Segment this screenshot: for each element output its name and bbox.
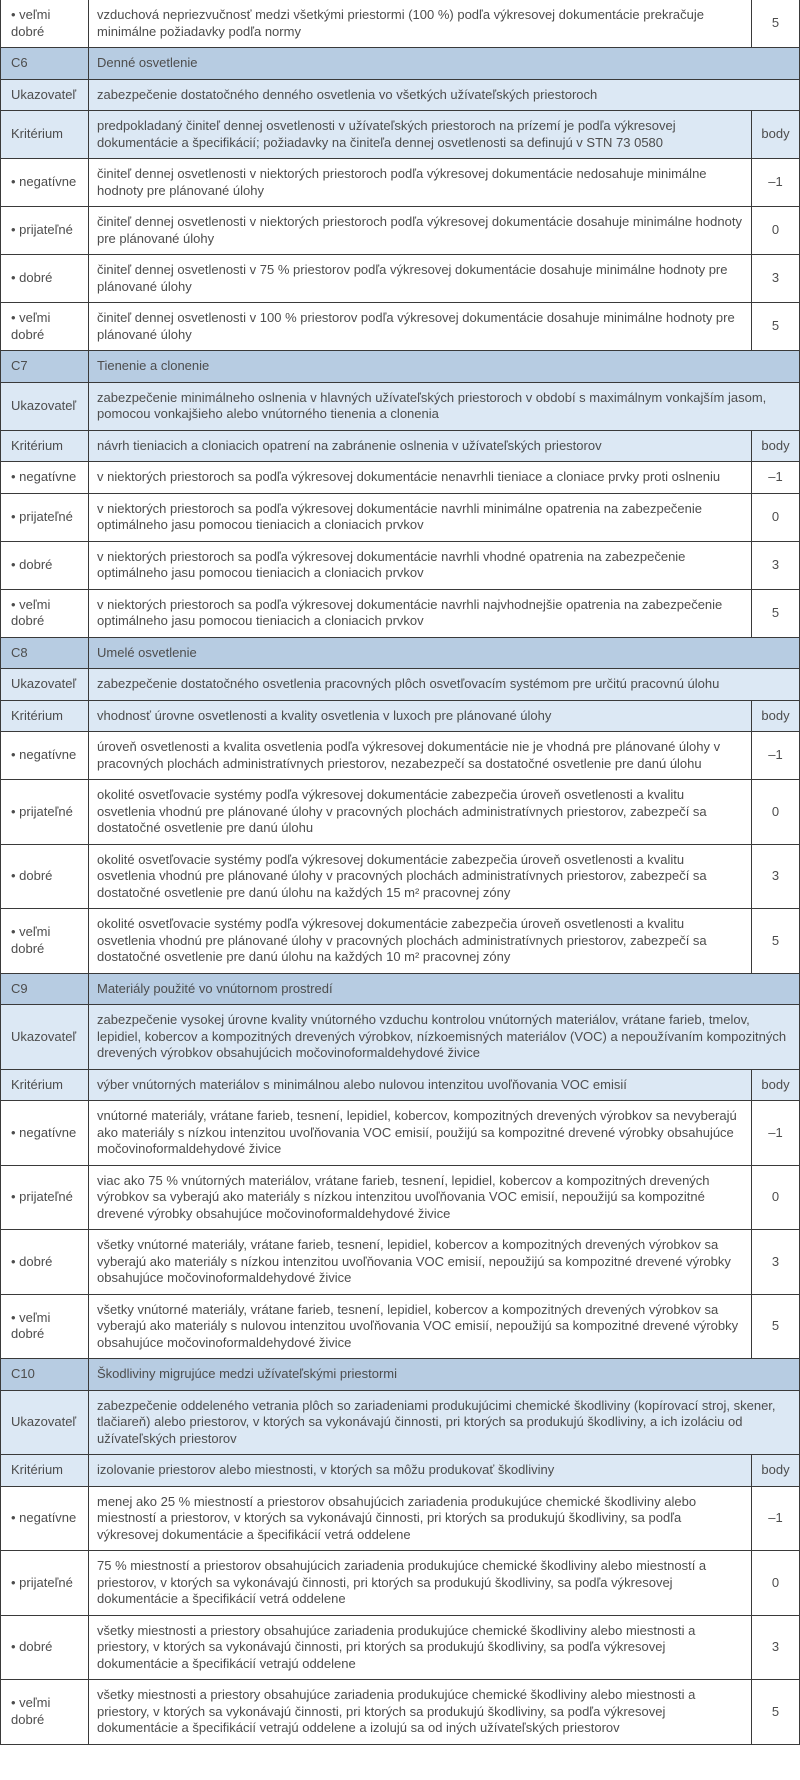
indicator-text: zabezpečenie vysokej úrovne kvality vnútorného vzduchu kontrolou vnútorných materiálov, vrátane farieb, tmelov, lepidiel, kobercov a kompozitných drevených výrobkov, nízkoemisných materiálov (VOC) a nepoužívaním kompozitných drevených výrobkov obsahujúcich močovinoformaldehydové živice (89, 1005, 800, 1070)
section-title: Materiály použité vo vnútornom prostredí (89, 973, 800, 1005)
indicator-label: Ukazovateľ (1, 382, 89, 430)
criterion-label: Kritérium (1, 430, 89, 462)
rating-row (1, 909, 800, 974)
points-header: body (752, 430, 800, 462)
rating-points: –1 (752, 1101, 800, 1166)
rating-row (1, 844, 800, 909)
rating-row (1, 303, 800, 351)
rating-row (1, 255, 800, 303)
rating-label: • negatívne (1, 1486, 89, 1551)
section-code: C6 (1, 48, 89, 80)
indicator-text: zabezpečenie minimálneho oslnenia v hlavných užívateľských priestoroch v období s maximálnym vonkajším jasom, pomocou vonkajšieho alebo vnútorného tienenia a clonenia (89, 382, 800, 430)
rating-row (1, 1101, 800, 1166)
rating-row (1, 0, 800, 48)
rating-label: • negatívne (1, 462, 89, 494)
rating-label: • veľmi dobré (1, 1294, 89, 1359)
rating-points: 3 (752, 1230, 800, 1295)
rating-row (1, 1680, 800, 1745)
rating-points: –1 (752, 732, 800, 780)
rating-label: • dobré (1, 1230, 89, 1295)
rating-label: • prijateľné (1, 780, 89, 845)
indicator-label: Ukazovateľ (1, 79, 89, 111)
rating-points: –1 (752, 159, 800, 207)
criterion-text: návrh tieniacich a cloniacich opatrení na zabránenie oslnenia v užívateľských priestorov (89, 430, 752, 462)
rating-points: 0 (752, 780, 800, 845)
indicator-row (1, 1005, 800, 1070)
rating-row (1, 1615, 800, 1680)
criterion-text: výber vnútorných materiálov s minimálnou alebo nulovou intenzitou uvoľňovania VOC emisií (89, 1069, 752, 1101)
section-title: Škodliviny migrujúce medzi užívateľskými priestormi (89, 1359, 800, 1391)
rating-text: okolité osvetľovacie systémy podľa výkresovej dokumentácie zabezpečia úroveň osvetlenosti a kvalitu osvetlenia vhodnú pre plánované úlohy v pracovných plochách administratívnych priestorov, zabezpečí sa dostatočné osvetlenie pre danú úlohu (89, 780, 752, 845)
rating-text: činiteľ dennej osvetlenosti v 75 % priestorov podľa výkresovej dokumentácie dosahuje minimálne hodnoty pre plánované úlohy (89, 255, 752, 303)
rating-label: • prijateľné (1, 1165, 89, 1230)
rating-points: –1 (752, 462, 800, 494)
indicator-row (1, 1390, 800, 1455)
rating-points: 5 (752, 909, 800, 974)
section-title: Umelé osvetlenie (89, 637, 800, 669)
rating-points: 3 (752, 844, 800, 909)
rating-label: • veľmi dobré (1, 303, 89, 351)
criterion-row (1, 430, 800, 462)
rating-points: 5 (752, 589, 800, 637)
rating-points: –1 (752, 1486, 800, 1551)
rating-text: činiteľ dennej osvetlenosti v 100 % priestorov podľa výkresovej dokumentácie dosahuje minimálne hodnoty pre plánované úlohy (89, 303, 752, 351)
rating-points: 3 (752, 541, 800, 589)
rating-label: • veľmi dobré (1, 909, 89, 974)
indicator-row (1, 79, 800, 111)
indicator-label: Ukazovateľ (1, 669, 89, 701)
criterion-label: Kritérium (1, 1455, 89, 1487)
rating-text: 75 % miestností a priestorov obsahujúcich zariadenia produkujúce chemické škodliviny alebo miestností a priestorov, v ktorých sa vykonávajú činnosti, pri ktorých sa produkujú škodliviny, sa podľa výkresovej dokumentácie a špecifikácií vetrá oddelene (89, 1551, 752, 1616)
criterion-label: Kritérium (1, 111, 89, 159)
section-header-row (1, 1359, 800, 1391)
rating-text: v niektorých priestoroch sa podľa výkresovej dokumentácie navrhli najvhodnejšie opatrenia na zabezpečenie optimálneho jasu pomocou tieniacich a cloniacich prvkov (89, 589, 752, 637)
section-code: C7 (1, 351, 89, 383)
rating-row (1, 207, 800, 255)
rating-text: úroveň osvetlenosti a kvalita osvetlenia podľa výkresovej dokumentácie nie je vhodná pre plánované úlohy v pracovných plochách administratívnych priestorov, nezabezpečí sa dostatočné osvetlenie pre danú úlohu (89, 732, 752, 780)
rating-label: • prijateľné (1, 1551, 89, 1616)
indicator-row (1, 669, 800, 701)
rating-text: činiteľ dennej osvetlenosti v niektorých priestoroch podľa výkresovej dokumentácie nedosahuje minimálne hodnoty pre plánované úlohy (89, 159, 752, 207)
rating-row (1, 732, 800, 780)
section-code: C9 (1, 973, 89, 1005)
rating-text: všetky miestnosti a priestory obsahujúce zariadenia produkujúce chemické škodliviny alebo miestnosti a priestory, v ktorých sa vykonávajú činnosti, pri ktorých sa produkujú škodliviny, sa podľa výkresovej dokumentácie a špecifikácií vetrajú oddelene a izolujú sa od iných užívateľských priestorov (89, 1680, 752, 1745)
rating-row (1, 1165, 800, 1230)
rating-row (1, 462, 800, 494)
section-header-row (1, 351, 800, 383)
rating-points: 5 (752, 1680, 800, 1745)
rating-points: 5 (752, 1294, 800, 1359)
indicator-row (1, 382, 800, 430)
rating-text: všetky vnútorné materiály, vrátane farieb, tesnení, lepidiel, kobercov a kompozitných drevených výrobkov sa vyberajú ako materiály s nulovou intenzitou uvoľňovania VOC emisií, nepoužijú sa kompozitné drevené výrobky obsahujúce močovinoformaldehydové živice (89, 1294, 752, 1359)
rating-label: • negatívne (1, 1101, 89, 1166)
rating-row (1, 1551, 800, 1616)
rating-label: • dobré (1, 255, 89, 303)
rating-row (1, 1294, 800, 1359)
rating-text: okolité osvetľovacie systémy podľa výkresovej dokumentácie zabezpečia úroveň osvetlenosti a kvalitu osvetlenia vhodnú pre plánované úlohy v pracovných plochách administratívnych priestorov, zabezpečí sa dostatočné osvetlenie pre danú úlohu na každých 10 m² pracovnej zóny (89, 909, 752, 974)
section-code: C10 (1, 1359, 89, 1391)
points-header: body (752, 1455, 800, 1487)
criterion-text: vhodnosť úrovne osvetlenosti a kvality osvetlenia v luxoch pre plánované úlohy (89, 700, 752, 732)
rating-text: v niektorých priestoroch sa podľa výkresovej dokumentácie nenavrhli tieniace a cloniace prvky proti oslneniu (89, 462, 752, 494)
criterion-label: Kritérium (1, 700, 89, 732)
rating-row (1, 159, 800, 207)
rating-label: • veľmi dobré (1, 0, 89, 48)
rating-text: všetky vnútorné materiály, vrátane farieb, tesnení, lepidiel, kobercov a kompozitných drevených výrobkov sa vyberajú ako materiály s nízkou intenzitou uvoľňovania VOC emisií, nepoužijú sa kompozitné drevené výrobky obsahujúce močovinoformaldehydové živice (89, 1230, 752, 1295)
rating-label: • prijateľné (1, 207, 89, 255)
rating-text: menej ako 25 % miestností a priestorov obsahujúcich zariadenia produkujúce chemické škodliviny alebo miestností a priestorov, v ktorých sa vykonávajú činnosti, pri ktorých sa produkujú škodliviny, sa podľa výkresovej dokumentácie a špecifikácií vetrá oddelene (89, 1486, 752, 1551)
rating-label: • negatívne (1, 732, 89, 780)
criterion-row (1, 1069, 800, 1101)
rating-text: okolité osvetľovacie systémy podľa výkresovej dokumentácie zabezpečia úroveň osvetlenosti a kvalitu osvetlenia vhodnú pre plánované úlohy v pracovných plochách administratívnych priestorov, zabezpečí sa dostatočné osvetlenie pre danú úlohu na každých 15 m² pracovnej zóny (89, 844, 752, 909)
rating-points: 0 (752, 493, 800, 541)
section-title: Tienenie a clonenie (89, 351, 800, 383)
rating-points: 3 (752, 1615, 800, 1680)
criterion-text: predpokladaný činiteľ dennej osvetlenosti v užívateľských priestoroch na prízemí je podľa výkresovej dokumentácie a špecifikácií; požiadavky na činiteľa dennej osvetlenosti sa definujú v STN 73 0580 (89, 111, 752, 159)
indicator-text: zabezpečenie oddeleného vetrania plôch so zariadeniami produkujúcimi chemické škodliviny (kopírovací stroj, skener, tlačiareň) alebo priestorov, v ktorých sa vykonávajú činnosti, pri ktorých sa produkujú škodliviny, a ich izoláciu od užívateľských priestorov (89, 1390, 800, 1455)
rating-label: • veľmi dobré (1, 589, 89, 637)
section-code: C8 (1, 637, 89, 669)
criterion-row (1, 700, 800, 732)
rating-points: 0 (752, 207, 800, 255)
rating-row (1, 1230, 800, 1295)
rating-label: • dobré (1, 541, 89, 589)
points-header: body (752, 111, 800, 159)
rating-points: 0 (752, 1551, 800, 1616)
rating-text: činiteľ dennej osvetlenosti v niektorých priestoroch podľa výkresovej dokumentácie dosahuje minimálne hodnoty pre plánované úlohy (89, 207, 752, 255)
rating-text: viac ako 75 % vnútorných materiálov, vrátane farieb, tesnení, lepidiel, kobercov a kompozitných drevených výrobkov sa vyberajú ako materiály s nízkou intenzitou uvoľňovania VOC emisií, nepoužijú sa kompozitné drevené výrobky obsahujúce močovinoformaldehydové živice (89, 1165, 752, 1230)
criterion-label: Kritérium (1, 1069, 89, 1101)
criterion-text: izolovanie priestorov alebo miestnosti, v ktorých sa môžu produkovať škodliviny (89, 1455, 752, 1487)
section-header-row (1, 637, 800, 669)
rating-points: 5 (752, 0, 800, 48)
points-header: body (752, 700, 800, 732)
rating-label: • negatívne (1, 159, 89, 207)
indicator-label: Ukazovateľ (1, 1005, 89, 1070)
section-header-row (1, 48, 800, 80)
rating-row (1, 780, 800, 845)
criterion-row (1, 1455, 800, 1487)
points-header: body (752, 1069, 800, 1101)
rating-label: • prijateľné (1, 493, 89, 541)
rating-label: • dobré (1, 1615, 89, 1680)
indicator-label: Ukazovateľ (1, 1390, 89, 1455)
rating-points: 0 (752, 1165, 800, 1230)
rating-text: vzduchová nepriezvučnosť medzi všetkými priestormi (100 %) podľa výkresovej dokumentácie prekračuje minimálne požiadavky podľa normy (89, 0, 752, 48)
rating-row (1, 1486, 800, 1551)
rating-text: v niektorých priestoroch sa podľa výkresovej dokumentácie navrhli vhodné opatrenia na zabezpečenie optimálneho jasu pomocou tieniacich a cloniacich prvkov (89, 541, 752, 589)
rating-row (1, 493, 800, 541)
rating-text: vnútorné materiály, vrátane farieb, tesnení, lepidiel, kobercov, kompozitných drevených výrobkov sa nevyberajú ako materiály s nízkou intenzitou uvoľňovania VOC emisií, použijú sa kompozitné drevené výrobky obsahujúce močovinoformaldehydové živice (89, 1101, 752, 1166)
section-header-row (1, 973, 800, 1005)
rating-text: v niektorých priestoroch sa podľa výkresovej dokumentácie navrhli minimálne opatrenia na zabezpečenie optimálneho jasu pomocou tieniacich a cloniacich prvkov (89, 493, 752, 541)
rating-points: 5 (752, 303, 800, 351)
criterion-row (1, 111, 800, 159)
rating-text: všetky miestnosti a priestory obsahujúce zariadenia produkujúce chemické škodliviny alebo miestnosti a priestory, v ktorých sa vykonávajú činnosti, pri ktorých sa produkujú škodliviny, sa podľa výkresovej dokumentácie a špecifikácií vetrajú oddelene (89, 1615, 752, 1680)
rating-points: 3 (752, 255, 800, 303)
indicator-text: zabezpečenie dostatočného osvetlenia pracovných plôch osvetľovacím systémom pre určitú pracovnú úlohu (89, 669, 800, 701)
indicator-text: zabezpečenie dostatočného denného osvetlenia vo všetkých užívateľských priestoroch (89, 79, 800, 111)
section-title: Denné osvetlenie (89, 48, 800, 80)
rating-label: • dobré (1, 844, 89, 909)
rating-row (1, 541, 800, 589)
rating-row (1, 589, 800, 637)
rating-label: • veľmi dobré (1, 1680, 89, 1745)
